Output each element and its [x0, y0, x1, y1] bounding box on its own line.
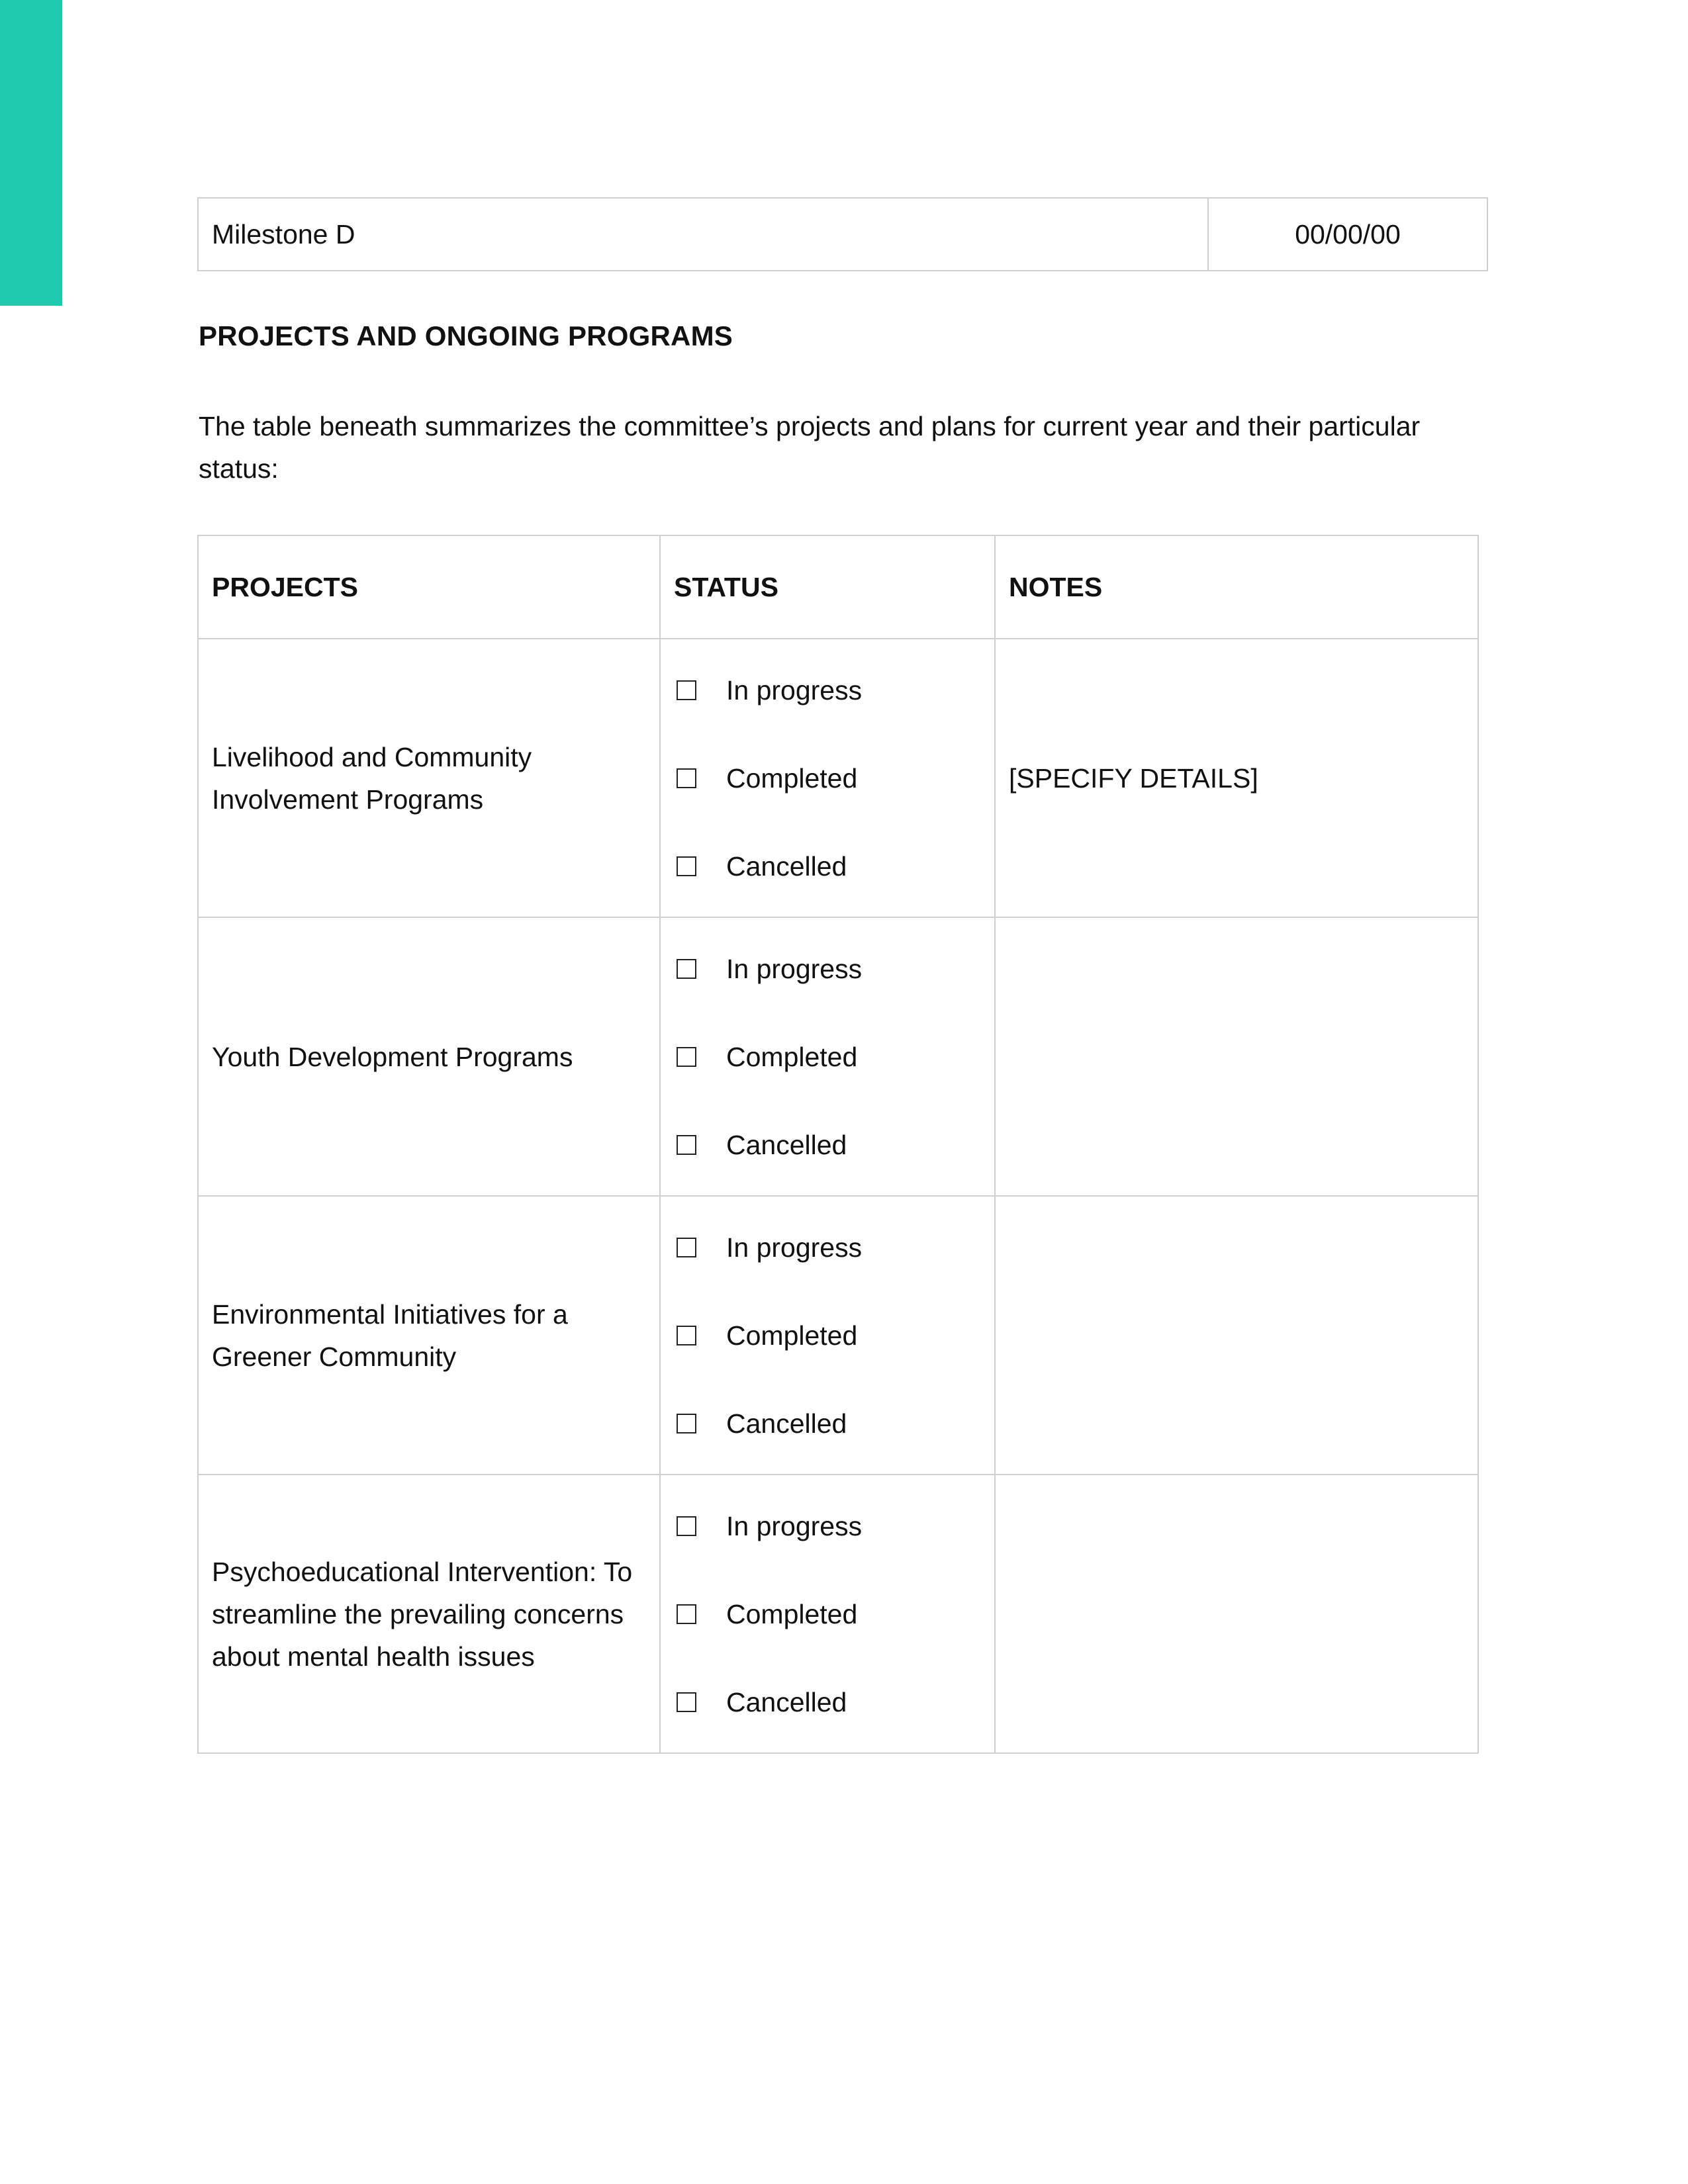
header-projects: PROJECTS [198, 535, 660, 639]
milestone-date: 00/00/00 [1208, 198, 1487, 271]
status-cell [660, 1475, 995, 1753]
status-cell [660, 639, 995, 917]
checkbox-icon[interactable] [677, 680, 696, 700]
status-cell [660, 1196, 995, 1475]
status-label: Cancelled [726, 1408, 847, 1439]
milestone-row [198, 198, 1487, 271]
status-options [674, 1226, 981, 1445]
notes-cell[interactable]: [SPECIFY DETAILS] [995, 639, 1478, 917]
projects-table [197, 535, 1479, 1754]
milestone-label: Milestone D [198, 198, 1208, 271]
checkbox-icon[interactable] [677, 768, 696, 788]
status-option-in-progress[interactable] [674, 948, 981, 990]
notes-cell[interactable] [995, 1196, 1478, 1475]
status-label: Cancelled [726, 1129, 847, 1160]
table-row [198, 917, 1478, 1196]
status-label: In progress [726, 953, 863, 984]
checkbox-icon[interactable] [677, 1238, 696, 1257]
checkbox-icon[interactable] [677, 1135, 696, 1155]
project-name: Environmental Initiatives for a Greener Community [198, 1196, 660, 1475]
status-label: In progress [726, 674, 863, 705]
table-row [198, 1196, 1478, 1475]
intro-paragraph: The table beneath summarizes the committee’s projects and plans for current year and their particular status: [199, 411, 1421, 484]
checkbox-icon[interactable] [677, 1047, 696, 1067]
checkbox-icon[interactable] [677, 1326, 696, 1345]
status-option-cancelled[interactable] [674, 1402, 981, 1445]
checkbox-icon[interactable] [677, 959, 696, 979]
checkbox-icon[interactable] [677, 1516, 696, 1536]
table-row [198, 639, 1478, 917]
milestone-table [197, 197, 1488, 271]
status-option-in-progress[interactable] [674, 1505, 981, 1547]
project-name: Youth Development Programs [198, 917, 660, 1196]
project-name: Livelihood and Community Involvement Programs [198, 639, 660, 917]
status-label: In progress [726, 1510, 863, 1541]
header-status: STATUS [660, 535, 995, 639]
status-label: Completed [726, 1041, 858, 1072]
status-label: Cancelled [726, 850, 847, 882]
status-cell [660, 917, 995, 1196]
status-option-in-progress[interactable] [674, 1226, 981, 1269]
project-name: Psychoeducational Intervention: To streamline the prevailing concerns about mental health issues [198, 1475, 660, 1753]
checkbox-icon[interactable] [677, 1692, 696, 1712]
status-label: Completed [726, 1598, 858, 1629]
status-label: Completed [726, 762, 858, 794]
status-option-completed[interactable] [674, 1314, 981, 1357]
status-option-completed[interactable] [674, 757, 981, 799]
notes-cell[interactable] [995, 917, 1478, 1196]
status-option-completed[interactable] [674, 1593, 981, 1635]
status-options [674, 948, 981, 1166]
table-row [198, 1475, 1478, 1753]
status-option-completed[interactable] [674, 1036, 981, 1078]
status-option-cancelled[interactable] [674, 1681, 981, 1723]
header-notes: NOTES [995, 535, 1478, 639]
status-options [674, 1505, 981, 1723]
status-options [674, 669, 981, 887]
status-label: In progress [726, 1232, 863, 1263]
status-option-in-progress[interactable] [674, 669, 981, 711]
status-option-cancelled[interactable] [674, 1124, 981, 1166]
status-option-cancelled[interactable] [674, 845, 981, 887]
status-label: Completed [726, 1320, 858, 1351]
section-heading: PROJECTS AND ONGOING PROGRAMS [199, 320, 733, 351]
checkbox-icon[interactable] [677, 856, 696, 876]
notes-cell[interactable] [995, 1475, 1478, 1753]
checkbox-icon[interactable] [677, 1604, 696, 1624]
accent-bar [0, 0, 62, 306]
status-label: Cancelled [726, 1686, 847, 1717]
projects-table-header [198, 535, 1478, 639]
checkbox-icon[interactable] [677, 1414, 696, 1433]
